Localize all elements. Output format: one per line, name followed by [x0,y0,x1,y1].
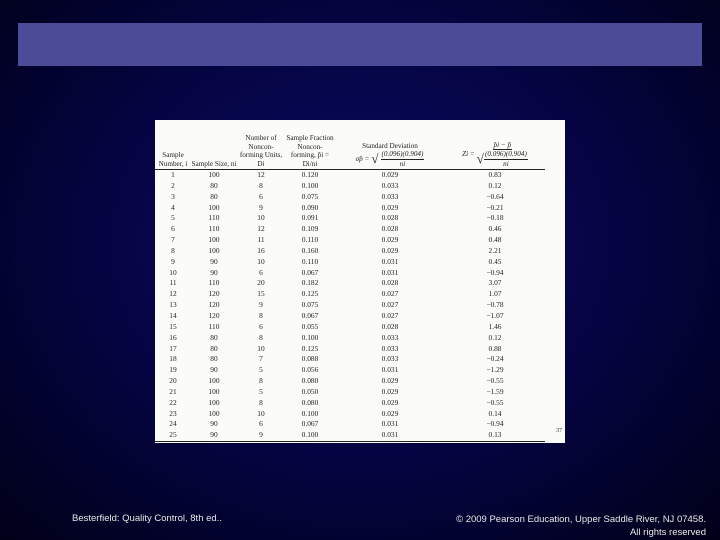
cell-sample-number: 22 [169,397,177,407]
footer-right-line1: © 2009 Pearson Education, Upper Saddle River, NJ 07458. [456,514,706,525]
cell-sample-size: 80 [210,180,218,190]
cell-sample-size: 80 [210,332,218,342]
cell-fraction: 0.125 [301,289,319,299]
cell-z-score: 1.07 [488,289,502,299]
cell-std-dev: 0.028 [381,213,399,223]
cell-sample-size: 100 [208,408,220,418]
cell-nonconforming: 9 [259,300,263,310]
sqrt-icon: √ [371,151,379,167]
table-row [155,257,545,268]
cell-sample-number: 15 [169,321,177,331]
cell-z-score: −0.21 [486,202,504,212]
cell-sample-number: 8 [171,245,175,255]
cell-nonconforming: 10 [257,213,265,223]
cell-z-score: −0.24 [486,354,504,364]
cell-fraction: 0.075 [301,191,319,201]
cell-nonconforming: 10 [257,343,265,353]
cell-sample-number: 14 [169,310,177,320]
cell-nonconforming: 10 [257,408,265,418]
cell-nonconforming: 12 [257,170,265,179]
table-row [155,344,545,355]
cell-z-score: −1.29 [486,365,504,375]
cell-fraction: 0.067 [301,267,319,277]
table-row [155,333,545,344]
cell-std-dev: 0.029 [381,170,399,179]
table-row [155,398,545,409]
cell-fraction: 0.182 [301,278,319,288]
cell-sample-number: 21 [169,386,177,396]
table-row [155,409,545,420]
cell-fraction: 0.125 [301,343,319,353]
cell-z-score: 0.12 [488,180,502,190]
table-row [155,376,545,387]
cell-sample-size: 110 [208,278,220,288]
cell-nonconforming: 15 [257,289,265,299]
cell-sample-number: 18 [169,354,177,364]
cell-nonconforming: 9 [237,430,285,441]
table-row [155,235,545,246]
z-symbol: Zi = [462,150,475,159]
cell-std-dev: 0.033 [381,354,399,364]
header-row [155,120,545,170]
z-den-fraction [484,150,528,168]
cell-fraction: 0.109 [301,224,319,234]
cell-z-score: −0.94 [486,267,504,277]
cell-z-score: −1.59 [486,386,504,396]
cell-fraction: 0.055 [301,321,319,331]
cell-sample-number: 2 [171,180,175,190]
cell-sample-size: 90 [210,419,218,429]
footer-right-line2: All rights reserved [629,527,706,538]
table-row [155,170,545,181]
table-row [155,278,545,289]
header-sample-size: Sample Size, ni [191,120,237,170]
cell-fraction: 0.160 [301,245,319,255]
cell-std-dev: 0.033 [381,191,399,201]
cell-z-score: 0.13 [445,430,545,441]
table-row [155,365,545,376]
cell-sample-size: 80 [210,343,218,353]
cell-fraction: 0.075 [301,300,319,310]
header-sample-number: Sample Number, i [155,120,191,170]
cell-sample-number: 23 [169,408,177,418]
cell-sample-number: 17 [169,343,177,353]
cell-sample-size: 100 [208,235,220,245]
cell-z-score: 0.12 [488,332,502,342]
table-row [155,387,545,398]
z-fraction [477,141,528,168]
cell-z-score: 0.45 [488,256,502,266]
cell-std-dev: 0.029 [381,376,399,386]
cell-fraction: 0.090 [301,202,319,212]
cell-fraction: 0.100 [285,430,335,441]
table-row [155,354,545,365]
table-row [155,322,545,333]
cell-nonconforming: 5 [259,365,263,375]
table-row [155,289,545,300]
table-row [155,311,545,322]
cell-nonconforming: 9 [259,202,263,212]
table-row [155,192,545,203]
cell-sample-size: 110 [208,321,220,331]
cell-sample-number: 3 [171,191,175,201]
z-numerator: p̂i − p̄ [493,140,512,149]
cell-z-score: 0.48 [488,235,502,245]
cell-sample-size: 120 [208,300,220,310]
cell-std-dev: 0.031 [381,267,399,277]
cell-std-dev: 0.029 [381,408,399,418]
cell-std-dev: 0.028 [381,278,399,288]
cell-std-dev: 0.029 [381,202,399,212]
cell-fraction: 0.056 [301,365,319,375]
cell-sample-size: 90 [191,430,237,441]
cell-fraction: 0.088 [301,354,319,364]
cell-fraction: 0.100 [301,332,319,342]
table-row [155,268,545,279]
page-number: 37 [556,428,562,434]
footer-left-text: Besterfield: Quality Control, 8th ed.. [72,513,222,524]
cell-std-dev: 0.031 [381,365,399,375]
cell-sample-number: 16 [169,332,177,342]
cell-sample-number: 20 [169,376,177,386]
cell-nonconforming: 8 [259,332,263,342]
cell-sample-number: 7 [171,235,175,245]
cell-std-dev: 0.027 [381,289,399,299]
header-standard-deviation [335,120,445,170]
slide-title-bar [18,23,702,66]
cell-z-score: −0.55 [486,376,504,386]
cell-nonconforming: 8 [259,180,263,190]
table-row [155,419,545,430]
cell-z-score: 3.07 [488,278,502,288]
cell-nonconforming: 7 [259,354,263,364]
cell-std-dev: 0.033 [381,332,399,342]
cell-nonconforming: 8 [259,397,263,407]
cell-sample-number: 25 [155,430,191,441]
cell-nonconforming: 6 [259,419,263,429]
table-row [155,213,545,224]
cell-fraction: 0.080 [301,397,319,407]
cell-std-dev: 0.031 [335,430,445,441]
cell-sample-number: 6 [171,224,175,234]
sqrt-icon: √ [476,151,484,167]
cell-sample-size: 90 [210,365,218,375]
cell-std-dev: 0.027 [381,300,399,310]
cell-sample-number: 5 [171,213,175,223]
z-den-top: (0.096)(0.904) [484,150,527,159]
cell-std-dev: 0.027 [381,310,399,320]
cell-sample-size: 110 [208,213,220,223]
cell-nonconforming: 6 [259,267,263,277]
cell-nonconforming: 5 [259,386,263,396]
cell-nonconforming: 12 [257,224,265,234]
cell-sample-size: 120 [208,310,220,320]
sd-fraction [381,150,425,168]
cell-z-score: 0.83 [488,170,502,179]
cell-std-dev: 0.028 [381,224,399,234]
table-body [155,170,545,442]
cell-sample-number: 24 [169,419,177,429]
cell-sample-size: 100 [208,376,220,386]
cell-sample-size: 90 [210,267,218,277]
table-row [155,203,545,214]
cell-z-score: −1.07 [486,310,504,320]
cell-sample-number: 10 [169,267,177,277]
cell-sample-number: 9 [171,256,175,266]
table-row [155,181,545,192]
cell-sample-size: 90 [210,256,218,266]
cell-z-score: −0.55 [486,397,504,407]
cell-nonconforming: 8 [259,310,263,320]
z-formula [445,141,545,168]
sd-symbol: σ̂p = [355,154,370,163]
sd-denominator: ni [399,159,406,168]
cell-std-dev: 0.029 [381,397,399,407]
cell-z-score: 2.21 [488,245,502,255]
cell-sample-size: 100 [208,397,220,407]
cell-std-dev: 0.029 [381,235,399,245]
cell-fraction: 0.100 [301,180,319,190]
table-row [155,246,545,257]
cell-sample-size: 80 [210,191,218,201]
cell-std-dev: 0.031 [381,419,399,429]
cell-nonconforming: 16 [257,245,265,255]
sd-label: Standard Deviation [362,141,418,150]
cell-sample-number: 19 [169,365,177,375]
header-nonconforming: Number of Noncon-forming Units, Di [237,120,285,170]
cell-z-score: 0.88 [488,343,502,353]
cell-sample-number: 1 [171,170,175,179]
cell-sample-number: 13 [169,300,177,310]
cell-fraction: 0.120 [301,170,319,179]
cell-std-dev: 0.028 [381,321,399,331]
data-table [155,120,545,442]
cell-sample-number: 4 [171,202,175,212]
cell-z-score: −0.94 [486,419,504,429]
z-denominator [477,150,528,168]
cell-nonconforming: 10 [257,256,265,266]
cell-z-score: 0.46 [488,224,502,234]
cell-fraction: 0.050 [301,386,319,396]
cell-sample-size: 110 [208,224,220,234]
cell-z-score: −0.18 [486,213,504,223]
cell-sample-size: 120 [208,289,220,299]
cell-nonconforming: 6 [259,321,263,331]
table-row [155,300,545,311]
cell-sample-size: 100 [208,386,220,396]
sd-formula [335,150,445,168]
cell-sample-number: 11 [169,278,177,288]
table-row [155,224,545,235]
cell-sample-size: 100 [208,170,220,179]
cell-nonconforming: 11 [257,235,265,245]
cell-nonconforming: 20 [257,278,265,288]
cell-nonconforming: 6 [259,191,263,201]
cell-nonconforming: 8 [259,376,263,386]
cell-z-score: 1.46 [488,321,502,331]
cell-z-score: 0.14 [488,408,502,418]
cell-sample-size: 100 [208,245,220,255]
cell-z-score: −0.64 [486,191,504,201]
cell-fraction: 0.110 [301,256,319,266]
cell-fraction: 0.110 [301,235,319,245]
table-row [155,430,545,441]
header-z-score [445,120,545,170]
cell-std-dev: 0.033 [381,343,399,353]
cell-sample-size: 80 [210,354,218,364]
cell-std-dev: 0.029 [381,245,399,255]
cell-fraction: 0.067 [301,310,319,320]
data-table-image [155,120,565,443]
cell-std-dev: 0.031 [381,256,399,266]
header-fraction: Sample Fraction Noncon-forming, p̂i = Di/ni [285,120,335,170]
cell-fraction: 0.100 [301,408,319,418]
footer-copyright [456,513,706,539]
cell-sample-size: 100 [208,202,220,212]
cell-std-dev: 0.029 [381,386,399,396]
cell-fraction: 0.080 [301,376,319,386]
cell-fraction: 0.091 [301,213,319,223]
cell-fraction: 0.067 [301,419,319,429]
footer-citation [72,513,222,524]
cell-sample-number: 12 [169,289,177,299]
cell-std-dev: 0.033 [381,180,399,190]
sd-numerator: (0.096)(0.904) [381,150,424,159]
z-den-bottom: ni [503,159,509,168]
cell-z-score: −0.78 [486,300,504,310]
